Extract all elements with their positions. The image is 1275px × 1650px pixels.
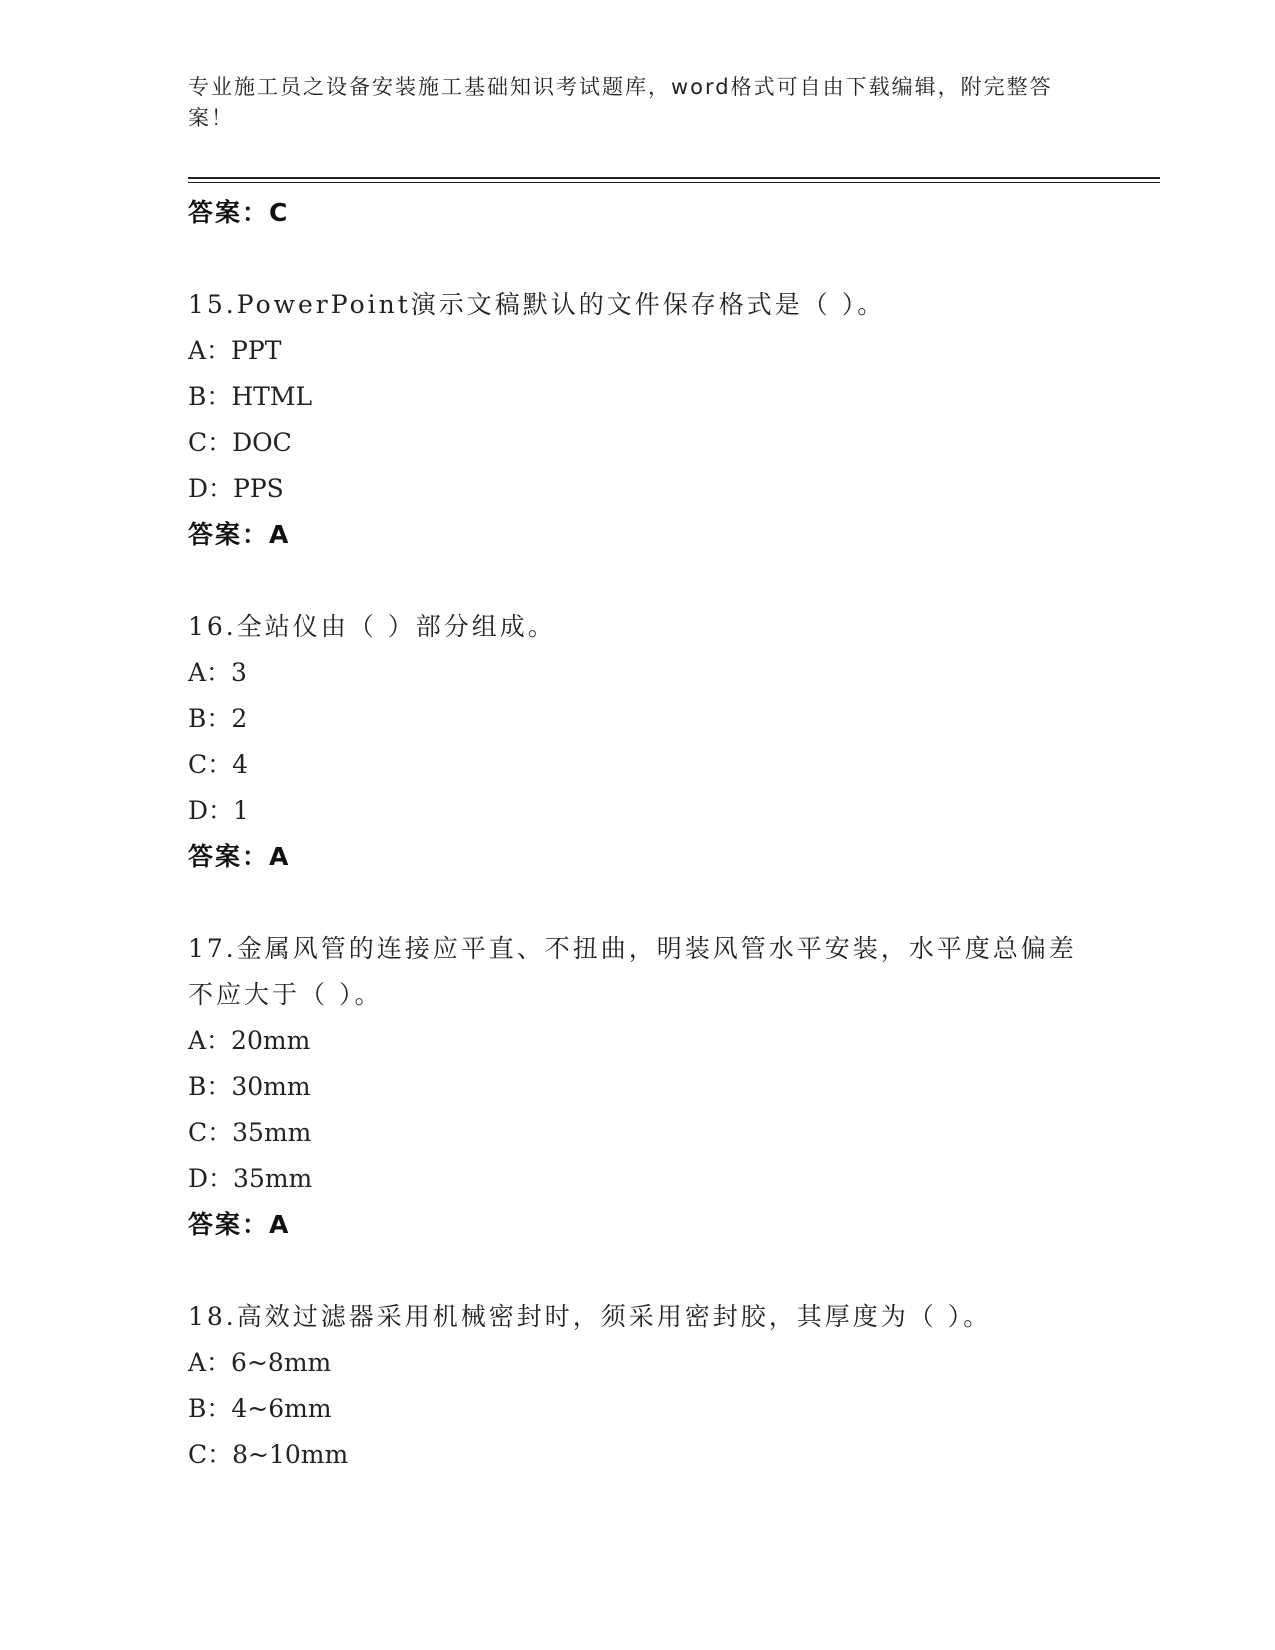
answer-line: 答案：A (188, 520, 291, 549)
header-rule-thick (188, 177, 1160, 179)
option-b: B：2 (188, 704, 248, 733)
header-rule-thin (188, 182, 1160, 183)
answer-line: 答案：A (188, 842, 291, 871)
answer-line: 答案：A (188, 1210, 291, 1239)
option-c: C：DOC (188, 428, 292, 457)
option-d: D：35mm (188, 1164, 313, 1193)
question-block (188, 1294, 1088, 1478)
option-d: D：PPS (188, 474, 284, 503)
option-c: C：8~10mm (188, 1440, 349, 1469)
option-a: A：20mm (188, 1026, 311, 1055)
option-b: B：30mm (188, 1072, 311, 1101)
option-c: C：35mm (188, 1118, 312, 1147)
question-block (188, 926, 1088, 1248)
option-a: A：3 (188, 658, 247, 687)
option-a: A：6~8mm (188, 1348, 332, 1377)
option-b: B：4~6mm (188, 1394, 332, 1423)
option-c: C：4 (188, 750, 249, 779)
question-block (188, 604, 1088, 880)
option-a: A：PPT (188, 336, 282, 365)
answer-line: 答案：C (188, 198, 290, 227)
question-stem: 17.金属风管的连接应平直、不扭曲，明装风管水平安装，水平度总偏差不应大于（ ）。 (188, 934, 1077, 1009)
option-d: D：1 (188, 796, 249, 825)
question-stem: 15.PowerPoint演示文稿默认的文件保存格式是（ ）。 (188, 290, 886, 319)
document-header: 专业施工员之设备安装施工基础知识考试题库，word格式可自由下载编辑，附完整答案！ (188, 75, 1053, 130)
question-stem: 16.全站仪由（ ）部分组成。 (188, 612, 556, 641)
question-list (188, 190, 1088, 1478)
question-block (188, 282, 1088, 558)
option-b: B：HTML (188, 382, 313, 411)
question-stem: 18.高效过滤器采用机械密封时，须采用密封胶，其厚度为（ ）。 (188, 1302, 992, 1331)
